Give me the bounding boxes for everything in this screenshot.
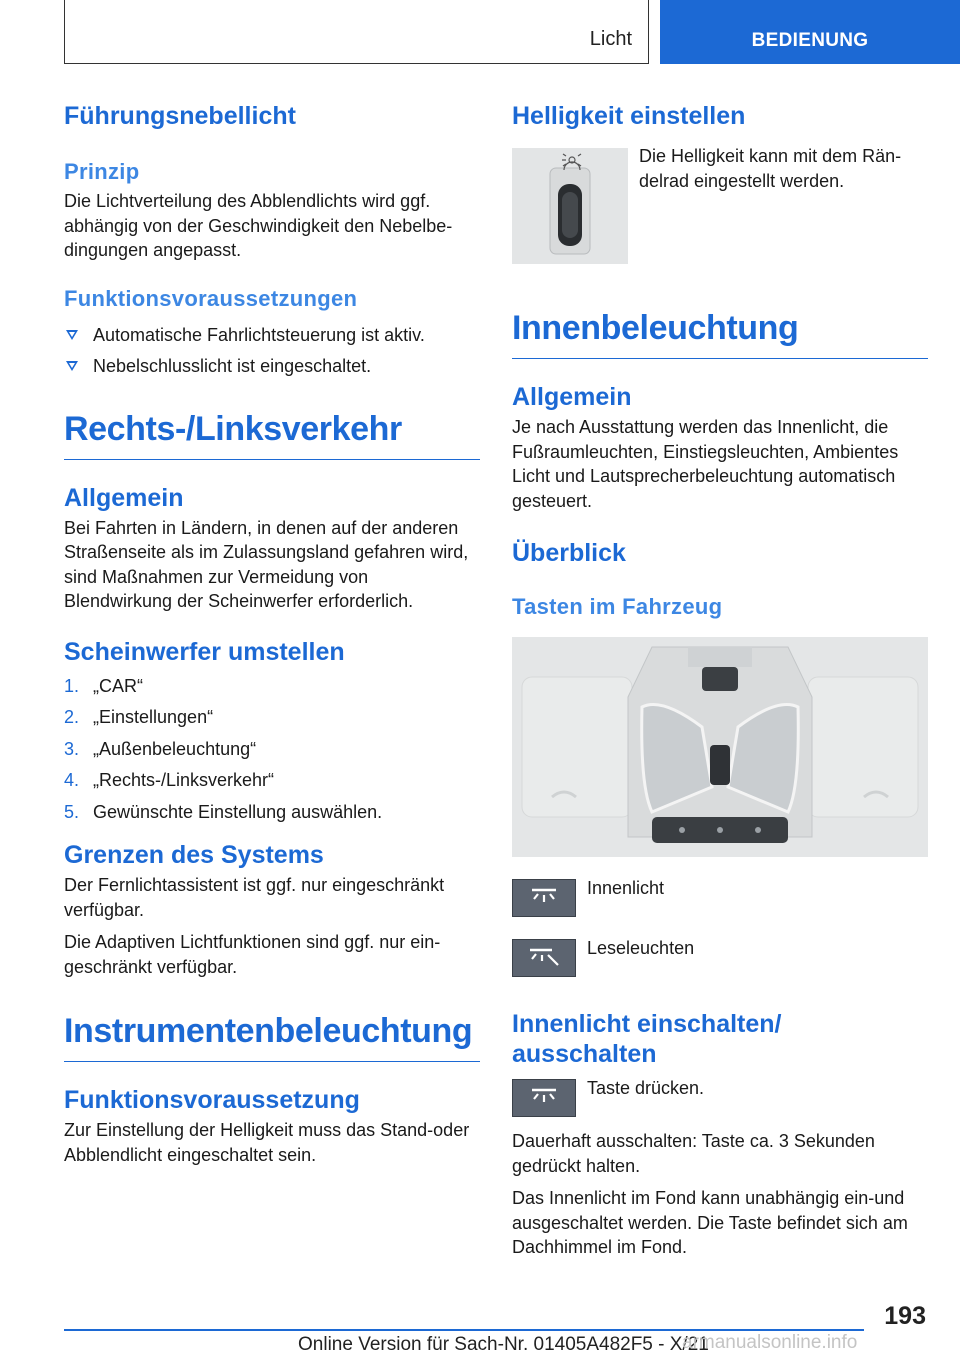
- triangle-bullet-icon: [66, 361, 78, 371]
- step-item: 1. „CAR“: [64, 675, 143, 696]
- voraussetzungen-list: [64, 323, 480, 379]
- prinzip-text: Die Lichtverteilung des Abblendlichts wird ggf. abhängig von der Geschwindigkeit den Nebelbe‐dingungen angepasst.: [64, 191, 453, 260]
- instrumentenbeleuchtung-heading: Instrumentenbeleuchtung: [64, 1009, 480, 1062]
- funktionsvoraussetzung-text: Zur Einstellung der Helligkeit muss das Stand‐oder Abblendlicht eingeschaltet sein.: [64, 1120, 470, 1165]
- helligkeit-text: Die Helligkeit kann mit dem Rän‐delrad eingestellt werden.: [639, 146, 902, 191]
- legend-row-innenlicht: [512, 879, 928, 917]
- funktionsvoraussetzungen-heading: Funktionsvoraussetzungen: [64, 285, 358, 311]
- footer-text: Online Version für Sach-Nr. 01405A482F5 - X/21: [298, 1334, 709, 1355]
- legend-label: Leseleuchten: [587, 938, 695, 958]
- watermark: armanualsonline.info: [682, 1332, 858, 1353]
- dauerhaft-text: Dauerhaft ausschalten: Taste ca. 3 Sekunden gedrückt halten.: [512, 1131, 875, 1176]
- interior-light-icon: [512, 879, 576, 917]
- allgemein-heading: Allgemein: [64, 483, 184, 512]
- tasten-heading: Tasten im Fahrzeug: [512, 594, 723, 619]
- innen-allgemein-text: Je nach Ausstattung werden das Innenlicht, die Fußraumleuchten, Einstiegsleuchten, Ambientes Licht und Lautsprecherbeleuchtung automatisch gesteuert.: [512, 417, 899, 511]
- legend-row-leseleuchten: [512, 939, 928, 977]
- grenzen-text-2: Die Adaptiven Lichtfunktionen sind ggf. nur ein‐geschränkt verfügbar.: [64, 932, 441, 977]
- innen-allgemein-heading: Allgemein: [512, 383, 632, 411]
- list-item: Nebelschlusslicht ist eingeschaltet.: [64, 354, 480, 379]
- grenzen-heading: Grenzen des Systems: [64, 841, 324, 869]
- schalten-row: [512, 1079, 928, 1117]
- thumbwheel-image: [512, 148, 628, 264]
- prinzip-heading: Prinzip: [64, 159, 140, 184]
- grenzen-text-1: Der Fernlichtassistent ist ggf. nur eingeschränkt verfügbar.: [64, 875, 445, 920]
- rechts-linksverkehr-heading: Rechts-/Linksverkehr: [64, 407, 480, 460]
- header-section-box: [64, 0, 649, 64]
- legend-label: Innenlicht: [587, 878, 665, 898]
- allgemein-text: Bei Fahrten in Ländern, in denen auf der anderen Straßenseite als im Zulassungsland gefahren wird, sind Maßnahmen zur Vermeidung von Blendwirkung der Scheinwerfer erforderlich.: [64, 517, 469, 611]
- step-item: 3. „Außenbeleuchtung“: [64, 738, 257, 759]
- fuehrungsnebellicht-heading: Führungsnebellicht: [64, 102, 296, 130]
- reading-light-icon: [512, 939, 576, 977]
- chapter-tab[interactable]: [660, 0, 960, 64]
- helligkeit-row: [512, 148, 928, 264]
- right-column: [512, 100, 928, 1260]
- helligkeit-heading: Helligkeit einstellen: [512, 102, 746, 130]
- interior-light-button-icon: [512, 1079, 576, 1117]
- innenlicht-schalten-heading: Innenlicht einschalten/ ausschalten: [512, 1010, 782, 1068]
- step-item: 2. „Einstellungen“: [64, 707, 214, 727]
- list-item: Automatische Fahrlichtsteuerung ist aktiv.: [64, 323, 480, 348]
- chapter-title: BEDIENUNG: [751, 30, 869, 51]
- triangle-bullet-icon: [66, 330, 78, 340]
- funktionsvoraussetzung-heading: Funktionsvoraussetzung: [64, 1086, 360, 1114]
- scheinwerfer-umstellen-heading: Scheinwerfer umstellen: [64, 637, 345, 666]
- innenbeleuchtung-heading: Innenbeleuchtung: [512, 306, 928, 359]
- schalten-text: Taste drücken.: [587, 1078, 705, 1098]
- footer-rule: [64, 1329, 864, 1331]
- ueberblick-heading: Überblick: [512, 539, 626, 567]
- section-title: Licht: [589, 28, 632, 50]
- steps-list: [64, 674, 480, 825]
- fond-text: Das Innenlicht im Fond kann unabhängig ein‐und ausgeschaltet werden. Die Taste befindet sich am Dachhimmel im Fond.: [512, 1188, 908, 1257]
- page-number: 193: [884, 1302, 926, 1330]
- left-column: [64, 100, 480, 1167]
- step-item: 5. Gewünschte Einstellung auswählen.: [64, 801, 383, 822]
- step-item: 4. „Rechts-/Linksverkehr“: [64, 770, 275, 790]
- overhead-console-image: [512, 637, 928, 857]
